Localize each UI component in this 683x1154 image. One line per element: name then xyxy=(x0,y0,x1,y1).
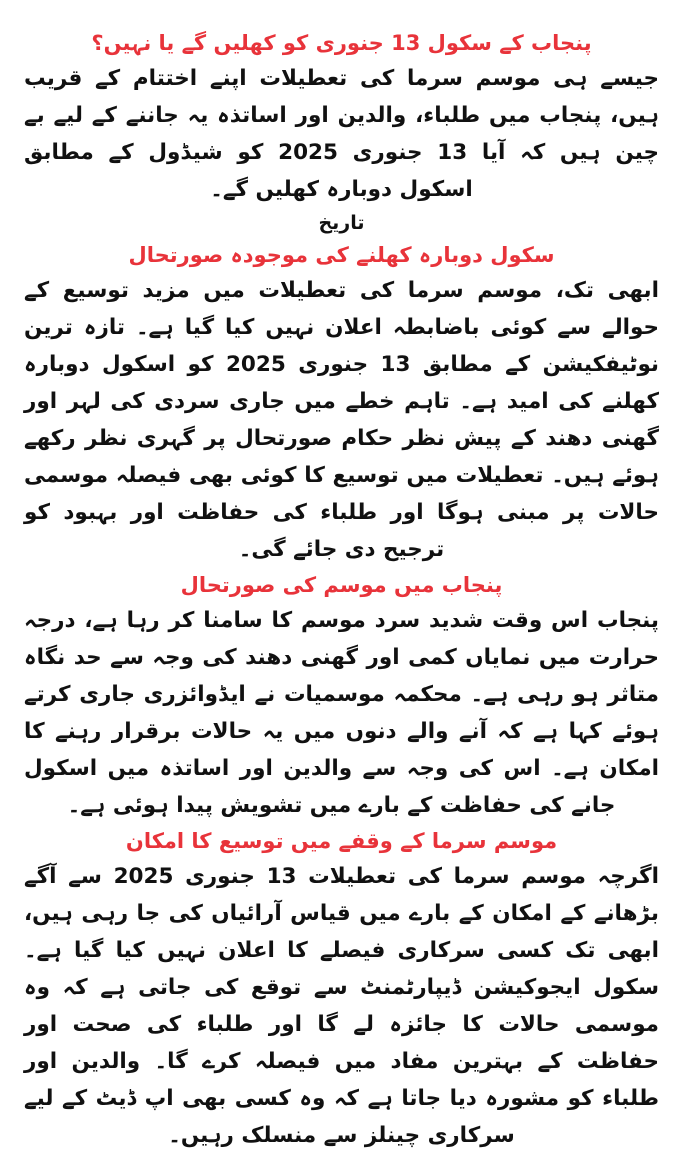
section-heading-weather: پنجاب میں موسم کی صورتحال xyxy=(180,573,503,597)
article-title: پنجاب کے سکول 13 جنوری کو کھلیں گے یا نہیں؟ xyxy=(91,31,592,55)
date-label: تاریخ xyxy=(318,212,365,234)
section-body-extension: اگرچہ موسم سرما کی تعطیلات 13 جنوری 2025 سے آگے بڑھانے کے امکان کے بارے میں قیاس آرائیاں کی جا رہی ہیں، ابھی تک کسی سرکاری فیصلے کا اعلان نہیں کیا گیا ہے۔ سکول ایجوکیشن ڈیپارٹمنٹ سے توقع کی جاتی ہے کہ وہ موسمی حالات کا جائزہ لے گا اور طلباء کی صحت اور حفاظت کے بہترین مفاد میں فیصلہ کرے گا۔ والدین اور طلباء کو مشورہ دیا جاتا ہے کہ وہ کسی بھی اپ ڈیٹ کے لیے سرکاری چینلز سے منسلک رہیں۔ xyxy=(24,864,659,1148)
intro-paragraph: جیسے ہی موسم سرما کی تعطیلات اپنے اختتام کے قریب ہیں، پنجاب میں طلباء، والدین اور اساتذہ یہ جاننے کے لیے بے چین ہیں کہ آیا 13 جنوری 2025 کو شیڈول کے مطابق اسکول دوبارہ کھلیں گے۔ xyxy=(24,66,659,202)
section-body-reopening-status: ابھی تک، موسم سرما کی تعطیلات میں مزید توسیع کے حوالے سے کوئی باضابطہ اعلان نہیں کیا گیا ہے۔ تازہ ترین نوٹیفکیشن کے مطابق 13 جنوری 2025 کو اسکول دوبارہ کھلنے کی امید ہے۔ تاہم خطے میں جاری سردی کی لہر اور گھنی دھند کے پیش نظر حکام صورتحال پر گہری نظر رکھے ہوئے ہیں۔ تعطیلات میں توسیع کا کوئی بھی فیصلہ موسمی حالات پر مبنی ہوگا اور طلباء کی حفاظت اور بہبود کو ترجیح دی جائے گی۔ xyxy=(24,278,660,562)
section-heading-extension: موسم سرما کے وقفے میں توسیع کا امکان xyxy=(125,829,558,853)
section-heading-reopening-status: سکول دوبارہ کھلنے کی موجودہ صورتحال xyxy=(128,243,555,267)
section-body-weather: پنجاب اس وقت شدید سرد موسم کا سامنا کر رہا ہے، درجہ حرارت میں نمایاں کمی اور گھنی دھند کی وجہ سے حد نگاہ متاثر ہو رہی ہے۔ محکمہ موسمیات نے ایڈوائزری جاری کرتے ہوئے کہا ہے کہ آنے والے دنوں میں یہ حالات برقرار رہنے کا امکان ہے۔ اس کی وجہ سے والدین اور اساتذہ میں اسکول جانے کی حفاظت کے بارے میں تشویش پیدا ہوئی ہے۔ xyxy=(24,608,659,818)
